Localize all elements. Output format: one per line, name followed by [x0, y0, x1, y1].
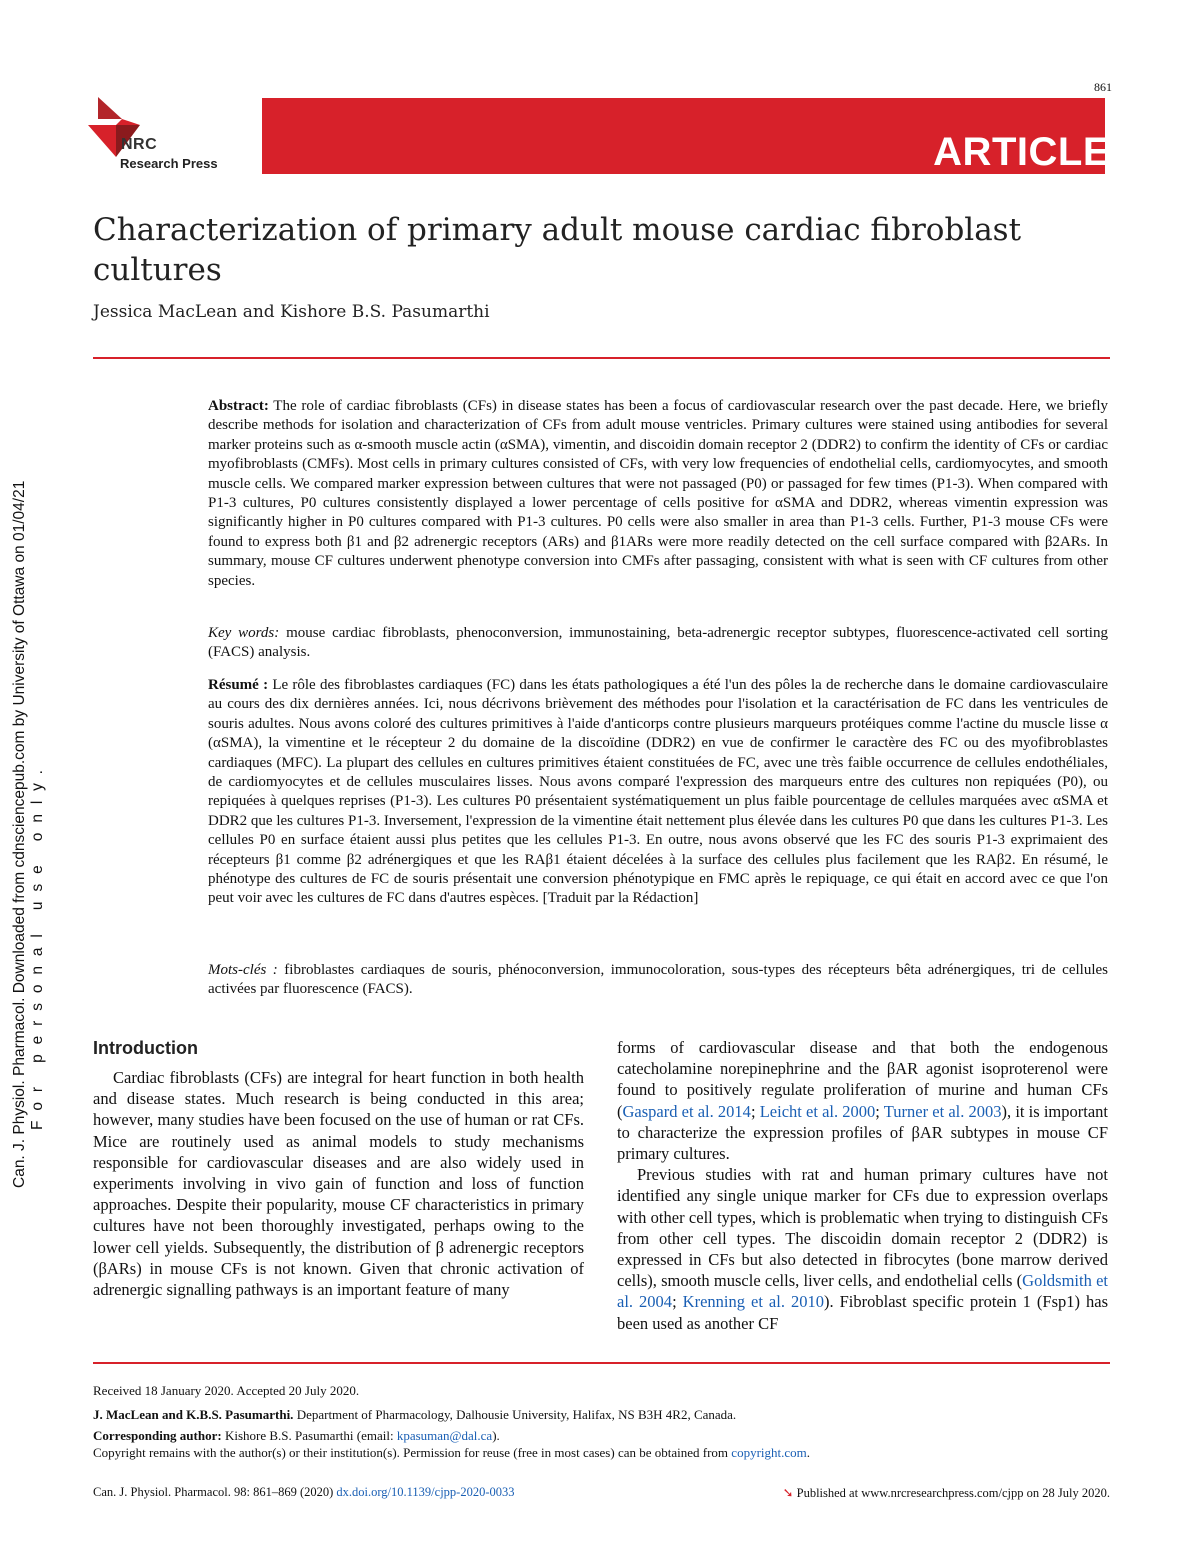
article-label: ARTICLE: [933, 130, 1110, 174]
published-line: ➘ Published at www.nrcresearchpress.com/cjpp on 28 July 2020.: [782, 1485, 1110, 1500]
brand-name: NRC: [121, 136, 158, 153]
resume-label: Résumé :: [208, 677, 269, 693]
keywords-text: mouse cardiac fibroblasts, phenoconversion, immunostaining, beta-adrenergic receptor subtypes, fluorescence-activated cell sorting (FACS) analysis.: [208, 625, 1108, 661]
mots-cles-label: Mots-clés :: [208, 962, 278, 978]
section-heading-introduction: Introduction: [93, 1038, 198, 1058]
citation-link[interactable]: Turner et al. 2003: [883, 1101, 1002, 1121]
abstract: [208, 397, 1108, 591]
download-notice-line1: Can. J. Physiol. Pharmacol. Downloaded from cdnsciencepub.com by University of Ottawa on 01/04/21: [11, 480, 28, 1188]
resume-text: Le rôle des fibroblastes cardiaques (FC) dans les états pathologiques a été l'un des pôles la de recherche dans le domaine cardiovasculaire au cours des dix dernières années. Ici, nous décrivons brièvement des méthodes pour l'isolation et la caractérisation de FC dans les ventricules de souris adultes. Nous avons coloré des cultures primitives à l'aide d'anticorps contre plusieurs marqueurs protéiques comme l'actine du muscle lisse α (αSMA), la vimentine et le récepteur 2 du domaine de la discoïdine (DDR2) en vue de confirmer le caractère des FC ou des myofibroblastes cardiaques (MFC). La plupart des cellules en cultures primitives étaient constituées de FC, avec une très faible occurrence de cellules endothéliales, de cardiomyocytes et de cellules musculaires lisses. Nous avons comparé l'expression des marqueurs entre des cultures non repiquées (P0), ou repiquées à quelques reprises (P1-3). Les cultures P0 présentaient systématiquement un plus faible pourcentage de cellules marquées avec αSMA et DDR2 que les cultures P1-3. Inversement, l'expression de la vimentine était nettement plus élevée dans les cultures P0 que dans les cultures P1-3. Les cellules P0 en surface étaient aussi plus petites que les cellules P1-3. En outre, nous avons observé que les FC des souris P1-3 exprimaient des récepteurs β1 comme β2 adrénergiques et que les RAβ1 étaient décelées à la surface des cellules plus facilement que les RAβ2. En résumé, le phénotype des cultures de FC de souris présentait une conversion phénotypique en FMC après le repiquage, ce qui était en accord avec ce que l'on peut voir avec les cultures de FC dans d'autres espèces. [Traduit par la Rédaction]: [208, 677, 1108, 907]
citation-link[interactable]: Gaspard et al. 2014: [622, 1101, 751, 1121]
mots-cles-text: fibroblastes cardiaques de souris, phénoconversion, immunocoloration, sous-types des récepteurs bêta adrénergiques, tri de cellules activées par fluorescence (FACS).: [208, 962, 1109, 998]
footer-divider: [93, 1362, 1110, 1364]
citation-link[interactable]: Krenning et al. 2010: [682, 1292, 824, 1312]
received-dates: Received 18 January 2020. Accepted 20 July 2020.: [93, 1383, 360, 1398]
intro-left-column: [93, 1067, 584, 1300]
intro-paragraph-1: Cardiac fibroblasts (CFs) are integral for heart function in both health and disease states. Much research is being conducted in this area; however, many studies have been focused on the use of human or rat CFs. Mice are routinely used as animal models to study mechanisms responsible for cardiovascular diseases and are also widely used in experiments involving in vivo gain of function and loss of function approaches. Despite their popularity, mouse CF characteristics in primary cultures have not been thoroughly investigated, perhaps owing to the lower cell yields. Subsequently, the distribution of β adrenergic receptors (βARs) in mouse CFs is not known. Given that chronic activation of adrenergic signalling pathways is an important feature of many: [93, 1068, 584, 1300]
doi-link[interactable]: dx.doi.org/10.1139/cjpp-2020-0033: [336, 1485, 515, 1499]
intro-paragraph-3: Previous studies with rat and human primary cultures have not identified any single unique marker for CFs due to expression overlaps with other cell types, which is problematic when trying to distinguish CFs from other cell types. The discoidin domain receptor 2 (DDR2) is expressed in CFs but also detected in fibrocytes (bone marrow derived cells), smooth muscle cells, liver cells, and endothelial cells (Goldsmith et al. 2004; Krenning et al. 2010). Fibroblast specific protein 1 (Fsp1) has been used as another CF: [617, 1165, 1108, 1333]
citation-line: Can. J. Physiol. Pharmacol. 98: 861–869 (2020) dx.doi.org/10.1139/cjpp-2020-0033: [93, 1485, 515, 1499]
brand-subname: Research Press: [120, 156, 218, 171]
page-number: 861: [1094, 80, 1112, 94]
abstract-label: Abstract:: [208, 398, 269, 414]
intro-right-column: [617, 1037, 1108, 1334]
published-arrow-icon: ➘: [782, 1485, 794, 1500]
email-link[interactable]: kpasuman@dal.ca: [396, 1428, 493, 1443]
affiliation: J. MacLean and K.B.S. Pasumarthi. Department of Pharmacology, Dalhousie University, Halifax, NS B3H 4R2, Canada.: [93, 1407, 737, 1422]
keywords: [208, 624, 1108, 663]
copyright-note: Copyright remains with the author(s) or their institution(s). Permission for reuse (free in most cases) can be obtained from copyright.com.: [93, 1445, 811, 1460]
copyright-link[interactable]: copyright.com: [731, 1445, 807, 1460]
citation-link[interactable]: Leicht et al. 2000: [759, 1101, 876, 1121]
abstract-text: The role of cardiac fibroblasts (CFs) in disease states has been a focus of cardiovascular research over the past decade. Here, we briefly describe methods for isolation and characterization of CFs from adult mouse ventricles. Primary cultures were stained using antibodies for several marker proteins such as α-smooth muscle actin (αSMA), vimentin, and discoidin domain receptor 2 (DDR2) to confirm the identity of CFs or cardiac myofibroblasts (CMFs). Most cells in primary cultures consisted of CFs, with very low frequencies of endothelial cells, cardiomyocytes, and smooth muscle cells. We compared marker expression between cultures that were not passaged (P0) or passaged for few times (P1-3). When compared with P1-3 cultures, P0 cultures consistently displayed a lower percentage of cells positive for αSMA and DDR2, whereas vimentin expression was significantly higher in P0 cultures compared with P1-3 cultures. P0 cells were also smaller in area than P1-3 cells. Further, P1-3 mouse CFs were found to express both β1 and β2 adrenergic receptors (ARs) and β1ARs were more readily detected on the cell surface compared with β2ARs. In summary, mouse CF cultures underwent phenotype conversion into CMFs after passaging, consistent with what is seen with CF cultures from other species.: [208, 398, 1108, 589]
download-notice: [6, 370, 44, 1190]
mots-cles: [208, 961, 1108, 1000]
download-notice-line2: For personal use only.: [29, 770, 46, 1130]
authors: Jessica MacLean and Kishore B.S. Pasumarthi: [93, 302, 490, 322]
keywords-label: Key words:: [208, 625, 280, 641]
intro-paragraph-2: forms of cardiovascular disease and that both the endogenous catecholamine norepinephrine and the βAR agonist isoproterenol were found to positively regulate proliferation of murine and human CFs (Gaspard et al. 2014; Leicht et al. 2000; Turner et al. 2003), it is important to characterize the expression profiles of βAR subtypes in mouse CF primary cultures.: [617, 1038, 1108, 1164]
article-title: Characterization of primary adult mouse cardiac fibroblast cultures: [93, 212, 1022, 288]
resume: [208, 676, 1108, 909]
citation-link[interactable]: Goldsmith et al. 2004: [617, 1271, 1108, 1312]
title-divider: [93, 357, 1110, 359]
corresponding-author: Corresponding author: Kishore B.S. Pasumarthi (email: kpasuman@dal.ca).: [93, 1428, 500, 1443]
